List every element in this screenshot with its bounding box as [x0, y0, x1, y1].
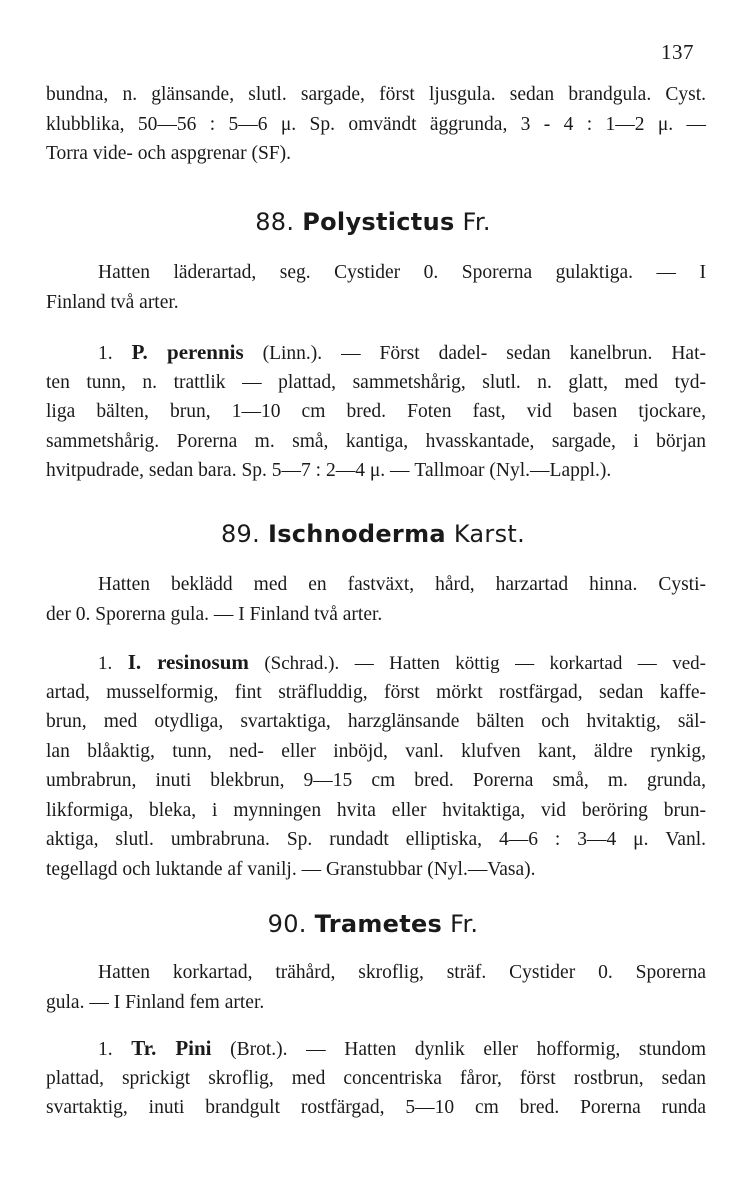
section-description-90: [46, 958, 706, 1017]
species-first-line: [46, 648, 706, 678]
section-heading-90: [0, 910, 746, 938]
text-line: lan blåaktig, tunn, ned- eller inböjd, vanl. klufven kant, äldre rynkig,: [46, 740, 706, 762]
genus-author: Karst.: [453, 520, 526, 548]
species-entry-pini: [46, 1034, 706, 1123]
text-line: der 0. Sporerna gula. — I Finland två arter.: [46, 603, 383, 625]
text-line: liga bälten, brun, 1—10 cm bred. Foten fast, vid basen tjockare,: [46, 401, 706, 422]
species-name: I. resinosum: [127, 650, 249, 674]
text-line: svartaktig, inuti brandgult rostfärgad, 5—10 cm bred. Porerna runda: [46, 1097, 706, 1118]
species-first-line: [46, 1034, 706, 1064]
genus-name: Polystictus: [302, 208, 455, 236]
section-description-89: [46, 570, 706, 629]
text-line: gula. — I Finland fem arter.: [46, 991, 265, 1013]
text-line: sammetshårig. Porerna m. små, kantiga, hvasskantade, sargade, i början: [46, 430, 706, 452]
text-line: Torra vide- och aspgrenar (SF).: [46, 143, 292, 164]
page-number: 137: [661, 40, 694, 64]
section-number: 88.: [255, 208, 295, 236]
genus-author: Fr.: [462, 208, 491, 236]
text-line: bundna, n. glänsande, slutl. sargade, först ljusgula. sedan brandgula. Cyst.: [46, 84, 706, 105]
species-entry-perennis: [46, 338, 706, 486]
text-line: Finland två arter.: [46, 291, 179, 313]
species-name: P. perennis: [131, 340, 244, 364]
species-entry-resinosum: [46, 648, 706, 884]
text-line: plattad, sprickigt skroflig, med concentriska fåror, först rostbrun, sedan: [46, 1067, 706, 1089]
genus-name: Ischnoderma: [267, 520, 446, 548]
text-line: likformiga, bleka, i mynningen hvita eller hvitaktiga, vid beröring brun-: [46, 799, 706, 821]
genus-author: Fr.: [450, 910, 479, 938]
section-description-88: [46, 258, 706, 317]
species-text: (Linn.). — Först dadel- sedan kanelbrun. Hat-: [243, 343, 706, 364]
species-index: 1.: [98, 1039, 113, 1060]
section-heading-89: [0, 520, 746, 548]
text-line: aktiga, slutl. umbrabruna. Sp. rundadt elliptiska, 4—6 : 3—4 μ. Vanl.: [46, 829, 706, 850]
text-line: Hatten läderartad, seg. Cystider 0. Sporerna gulaktiga. — I: [98, 262, 706, 283]
text-line: tegellagd och luktande af vanilj. — Granstubbar (Nyl.—Vasa).: [46, 858, 536, 880]
species-text: (Brot.). — Hatten dynlik eller hofformig, stundom: [211, 1039, 706, 1060]
text-line: Hatten beklädd med en fastväxt, hård, harzartad hinna. Cysti-: [98, 574, 706, 595]
intro-paragraph: [46, 80, 706, 169]
section-number: 90.: [267, 910, 307, 938]
species-first-line: [46, 338, 706, 368]
section-heading-88: [0, 208, 746, 236]
species-index: 1.: [98, 343, 113, 364]
section-number: 89.: [220, 520, 261, 548]
text-line: ten tunn, n. trattlik — plattad, sammetshårig, slutl. n. glatt, med tyd-: [46, 371, 706, 393]
species-text: (Schrad.). — Hatten köttig — korkartad — ved-: [248, 653, 706, 674]
genus-name: Trametes: [314, 910, 443, 938]
text-line: klubblika, 50—56 : 5—6 μ. Sp. omvändt äggrunda, 3 - 4 : 1—2 μ. —: [46, 113, 706, 135]
species-name: Tr. Pini: [131, 1036, 212, 1060]
species-index: 1.: [98, 653, 113, 674]
text-line: umbrabrun, inuti blekbrun, 9—15 cm bred. Porerna små, m. grunda,: [46, 770, 706, 791]
text-line: Hatten korkartad, trähård, skroflig, sträf. Cystider 0. Sporerna: [98, 962, 706, 983]
text-line: hvitpudrade, sedan bara. Sp. 5—7 : 2—4 μ. — Tallmoar (Nyl.—Lappl.).: [46, 460, 612, 481]
text-line: artad, musselformig, fint sträfluddig, först mörkt rostfärgad, sedan kaffe-: [46, 681, 706, 703]
text-line: brun, med otydliga, svartaktiga, harzglänsande bälten och hvitaktig, säl-: [46, 711, 706, 732]
